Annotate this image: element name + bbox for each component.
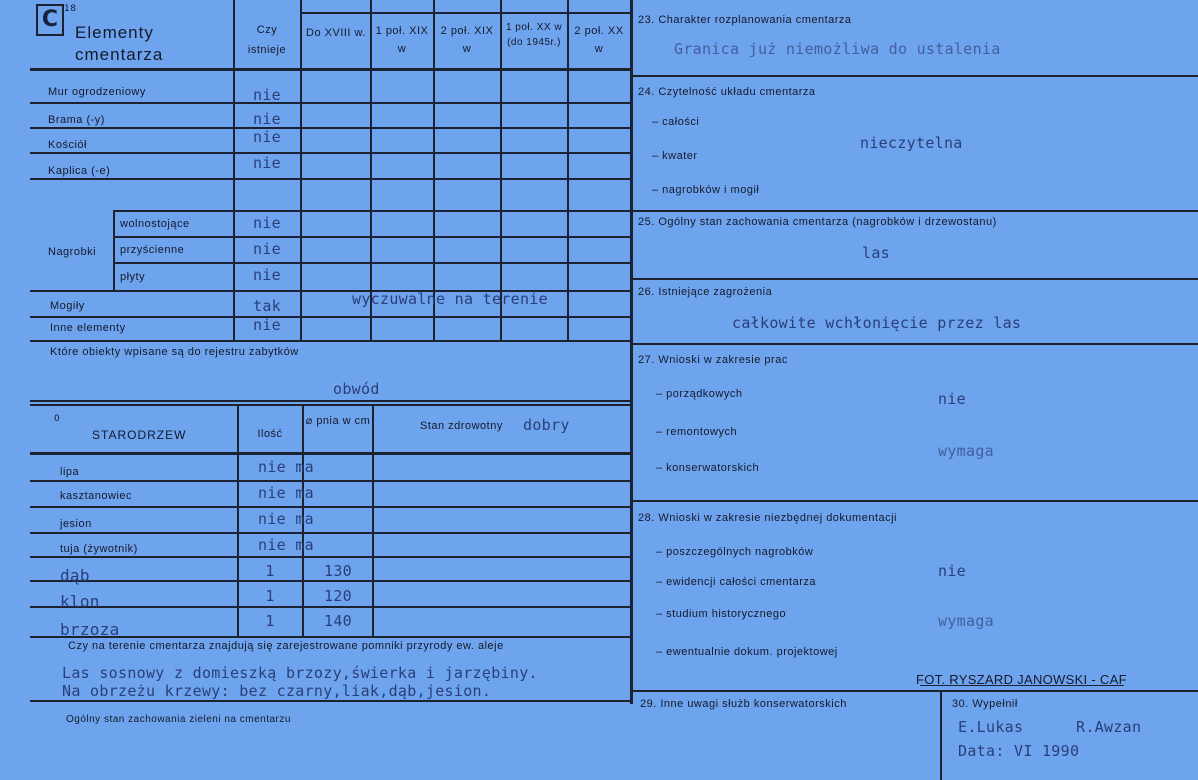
corner-letter: C bbox=[36, 4, 64, 36]
q28-item: – ewentualnie dokum. projektowej bbox=[656, 646, 838, 658]
tree-count: 1 bbox=[265, 562, 275, 580]
rule bbox=[500, 0, 502, 340]
row-value-kaplica: nie bbox=[253, 154, 281, 172]
rule bbox=[632, 75, 1198, 77]
rule bbox=[30, 127, 632, 129]
zielen-note-2: Na obrzeżu krzewy: bez czarny,liak,dąb,jesion. bbox=[62, 682, 492, 700]
corner-number: 18 bbox=[64, 4, 77, 14]
rule bbox=[30, 178, 632, 180]
inne-label: Inne elementy bbox=[50, 322, 126, 334]
mogily-note: wyczuwalne na terenie bbox=[352, 290, 548, 308]
rule bbox=[632, 343, 1198, 345]
col-header-czy: Czy istnieje bbox=[247, 24, 287, 56]
rule bbox=[433, 0, 435, 340]
row-label-kosciol: Kościół bbox=[48, 139, 87, 151]
tree-count: nie ma bbox=[258, 484, 314, 502]
tree-name: tuja (żywotnik) bbox=[60, 543, 138, 555]
rule bbox=[30, 340, 632, 342]
row-label-kaplica: Kaplica (-e) bbox=[48, 165, 111, 177]
rule bbox=[300, 12, 630, 14]
row-label-brama: Brama (-y) bbox=[48, 114, 105, 126]
col-header-c2: 1 poł. XIX w bbox=[375, 25, 429, 55]
rule bbox=[300, 0, 302, 340]
tree-count: nie ma bbox=[258, 510, 314, 528]
rule bbox=[30, 556, 632, 558]
rule bbox=[30, 400, 632, 402]
q29-label: 29. Inne uwagi służb konserwatorskich bbox=[640, 698, 847, 710]
q30-date: Data: VI 1990 bbox=[958, 742, 1080, 760]
tree-name: brzoza bbox=[60, 620, 120, 639]
rejestr-value: obwód bbox=[333, 380, 380, 398]
tree-name: kasztanowiec bbox=[60, 490, 133, 502]
mogily-label: Mogiły bbox=[50, 300, 85, 312]
col-header-c1: Do XVIII w. bbox=[306, 27, 366, 39]
rule bbox=[30, 102, 632, 104]
q27-item: – porządkowych bbox=[656, 388, 743, 400]
rule bbox=[30, 636, 632, 638]
nagrobki-przyscienne: przyścienne bbox=[120, 244, 185, 256]
rule bbox=[113, 262, 632, 264]
col-header-c3: 2 poł. XIX w bbox=[440, 25, 494, 55]
rule bbox=[30, 404, 632, 406]
rule bbox=[30, 480, 632, 482]
rule bbox=[30, 316, 632, 318]
rule bbox=[940, 690, 942, 780]
rule bbox=[30, 68, 632, 71]
q24-label: 24. Czytelność układu cmentarza bbox=[638, 86, 816, 98]
q28-item: – ewidencji całości cmentarza bbox=[656, 576, 817, 588]
nagrobki-wolnostojace-value: nie bbox=[253, 214, 281, 232]
q24-value: nieczytelna bbox=[860, 134, 963, 152]
row-value-kosciol: nie bbox=[253, 128, 281, 146]
q28-label: 28. Wnioski w zakresie niezbędnej dokumentacji bbox=[638, 512, 898, 524]
rejestr-label: Które obiekty wpisane są do rejestru zabytków bbox=[50, 346, 299, 358]
starodrzew-ilosc: Ilość bbox=[257, 428, 283, 440]
q28-item: – studium historycznego bbox=[656, 608, 787, 620]
zielen-note-1: Las sosnowy z domieszką brzozy,świerka i jarzębiny. bbox=[62, 664, 538, 682]
row-value-brama: nie bbox=[253, 110, 281, 128]
q25-label: 25. Ogólny stan zachowania cmentarza (nagrobków i drzewostanu) bbox=[638, 216, 997, 228]
rule bbox=[370, 0, 372, 340]
nagrobki-przyscienne-value: nie bbox=[253, 240, 281, 258]
rule bbox=[30, 700, 632, 702]
rule bbox=[632, 210, 1198, 212]
tree-count: 1 bbox=[265, 612, 275, 630]
rule bbox=[30, 606, 632, 608]
rule bbox=[632, 500, 1198, 502]
nagrobki-label: Nagrobki bbox=[48, 246, 97, 258]
row-value-mur: nie bbox=[253, 86, 281, 104]
photo-credit: FOT. RYSZARD JANOWSKI - CAF bbox=[916, 672, 1127, 687]
section-heading: Elementy cmentarza bbox=[75, 23, 164, 64]
tree-name: dąb bbox=[60, 566, 90, 585]
rule bbox=[113, 210, 115, 290]
starodrzew-stan-value: dobry bbox=[523, 416, 570, 434]
inne-value: nie bbox=[253, 316, 281, 334]
zielen-label: Ogólny stan zachowania zieleni na cmentarzu bbox=[66, 714, 291, 725]
q24-item: – kwater bbox=[652, 150, 698, 162]
q28-item: – poszczególnych nagrobków bbox=[656, 546, 814, 558]
section-mark: 0 bbox=[54, 414, 61, 424]
q24-item: – nagrobków i mogił bbox=[652, 184, 760, 196]
tree-count: 1 bbox=[265, 587, 275, 605]
tree-name: klon bbox=[60, 592, 100, 611]
q27-label: 27. Wnioski w zakresie prac bbox=[638, 354, 788, 366]
rule bbox=[113, 236, 632, 238]
nagrobki-plyty: płyty bbox=[120, 271, 146, 283]
col-header-c4: 1 poł. XX w (do 1945r.) bbox=[505, 22, 563, 48]
row-label-mur: Mur ogrodzeniowy bbox=[48, 86, 146, 98]
rule bbox=[372, 404, 374, 638]
rule bbox=[30, 532, 632, 534]
rule bbox=[30, 580, 632, 582]
nagrobki-wolnostojace: wolnostojące bbox=[120, 218, 190, 230]
pomniki-label: Czy na terenie cmentarza znajdują się zarejestrowane pomniki przyrody ew. aleje bbox=[68, 640, 504, 652]
starodrzew-stan-label: Stan zdrowotny bbox=[420, 420, 503, 432]
tree-count: nie ma bbox=[258, 458, 314, 476]
rule bbox=[30, 452, 632, 455]
q30-name-2: R.Awzan bbox=[1076, 718, 1142, 736]
tree-diameter: 140 bbox=[324, 612, 352, 630]
q27-value-2: wymaga bbox=[938, 442, 994, 460]
q27-item: – konserwatorskich bbox=[656, 462, 760, 474]
rule bbox=[632, 278, 1198, 280]
q28-value-2: wymaga bbox=[938, 612, 994, 630]
rule bbox=[233, 0, 235, 340]
rule bbox=[30, 152, 632, 154]
starodrzew-pnia: ⌀ pnia w cm bbox=[305, 415, 371, 427]
q30-label: 30. Wypełnił bbox=[952, 698, 1018, 710]
q26-value: całkowite wchłonięcie przez las bbox=[732, 314, 1022, 332]
tree-diameter: 120 bbox=[324, 587, 352, 605]
q27-item: – remontowych bbox=[656, 426, 738, 438]
rule bbox=[113, 210, 632, 212]
tree-diameter: 130 bbox=[324, 562, 352, 580]
q28-value-1: nie bbox=[938, 562, 966, 580]
q26-label: 26. Istniejące zagrożenia bbox=[638, 286, 773, 298]
q23-value: Granica już niemożliwa do ustalenia bbox=[674, 40, 1001, 58]
tree-name: lipa bbox=[60, 466, 80, 478]
mogily-value: tak bbox=[253, 297, 281, 315]
tree-name: jesion bbox=[60, 518, 92, 530]
tree-count: nie ma bbox=[258, 536, 314, 554]
q23-label: 23. Charakter rozplanowania cmentarza bbox=[638, 14, 852, 26]
nagrobki-plyty-value: nie bbox=[253, 266, 281, 284]
starodrzew-header: STARODRZEW bbox=[92, 428, 187, 442]
col-header-c5: 2 poł. XX w bbox=[574, 25, 624, 55]
q25-value: las bbox=[862, 244, 890, 262]
q30-name-1: E.Lukas bbox=[958, 718, 1024, 736]
rule bbox=[30, 506, 632, 508]
rule bbox=[632, 690, 1198, 692]
q24-item: – całości bbox=[652, 116, 700, 128]
q27-value-1: nie bbox=[938, 390, 966, 408]
center-divider bbox=[630, 0, 633, 704]
